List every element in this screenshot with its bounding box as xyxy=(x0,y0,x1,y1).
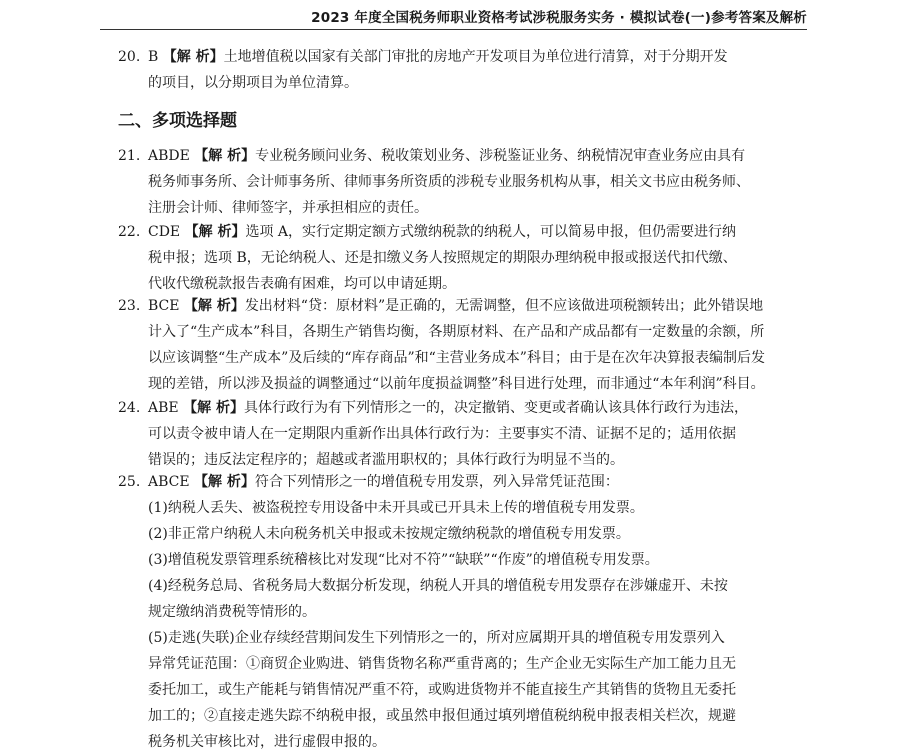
answer-number: 23. xyxy=(118,298,141,314)
answer-23 xyxy=(118,293,798,397)
answer-key: BCE xyxy=(148,298,180,314)
answer-24 xyxy=(118,395,798,473)
answer-text: 加工的；②直接走逃失踪不纳税申报，或虽然申报但通过填列增值税纳税申报表相关栏次，规避 xyxy=(148,708,736,724)
answer-key: ABDE xyxy=(148,148,190,164)
section-title: 二、多项选择题 xyxy=(118,111,237,131)
answer-text: 土地增值税以国家有关部门审批的房地产开发项目为单位进行清算，对于分期开发 xyxy=(223,49,728,65)
answer-text: (4)经税务总局、省税务局大数据分析发现，纳税人开具的增值税专用发票存在涉嫌虚开、未按 xyxy=(148,578,728,594)
answer-text: 选项 A，实行定期定额方式缴纳税款的纳税人，可以简易申报，但仍需要进行纳 xyxy=(245,224,737,240)
answer-number: 22. xyxy=(118,224,141,240)
analysis-tag: 【解 析】 xyxy=(162,49,224,65)
answer-25 xyxy=(118,469,798,755)
analysis-tag: 【解 析】 xyxy=(183,298,245,314)
answer-text: (1)纳税人丢失、被盗税控专用设备中未开具或已开具未上传的增值税专用发票。 xyxy=(148,500,644,516)
answer-22 xyxy=(118,219,798,297)
answer-text: 发出材料“贷：原材料”是正确的，无需调整，但不应该做进项税额转出；此外错误地 xyxy=(244,298,764,314)
answer-number: 24. xyxy=(118,400,141,416)
answer-text: 税申报；选项 B，无论纳税人、还是扣缴义务人按照规定的期限办理纳税申报或报送代扣代缴、 xyxy=(148,250,737,266)
answer-text: 以应该调整“生产成本”及后续的“库存商品”和“主营业务成本”科目；由于是在次年决算报表编制后发 xyxy=(148,350,765,366)
analysis-tag: 【解 析】 xyxy=(184,224,246,240)
analysis-tag: 【解 析】 xyxy=(183,400,244,416)
answer-text: 错误的；违反法定程序的；超越或者滥用职权的；具体行政行为明显不当的。 xyxy=(148,452,624,468)
answer-number: 20. xyxy=(118,49,141,65)
answer-text: 代收代缴税款报告表确有困难，均可以申请延期。 xyxy=(148,276,456,292)
answer-key: B xyxy=(148,49,159,65)
answer-text: 计入了“生产成本”科目，各期生产销售均衡，各期原材料、在产品和产成品都有一定数量的余额，所 xyxy=(148,324,765,340)
answer-number: 21. xyxy=(118,148,141,164)
answer-text: (3)增值税发票管理系统稽核比对发现“比对不符”“缺联”“作废”的增值税专用发票。 xyxy=(148,552,659,568)
analysis-tag: 【解 析】 xyxy=(194,474,255,490)
answer-key: CDE xyxy=(148,224,181,240)
answer-text: (5)走逃(失联)企业存续经营期间发生下列情形之一的，所对应属期开具的增值税专用发票列入 xyxy=(148,630,725,646)
answer-20 xyxy=(118,44,798,96)
answer-text: 具体行政行为有下列情形之一的，决定撤销、变更或者确认该具体行政行为违法， xyxy=(243,400,748,416)
answer-text: 委托加工，或生产能耗与销售情况严重不符，或购进货物并不能直接生产其销售的货物且无委托 xyxy=(148,682,736,698)
answer-text: (2)非正常户纳税人未向税务机关申报或未按规定缴纳税款的增值税专用发票。 xyxy=(148,526,630,542)
answer-21 xyxy=(118,143,798,221)
answer-text: 专业税务顾问业务、税收策划业务、涉税鉴证业务、纳税情况审查业务应由具有 xyxy=(255,148,746,164)
answer-text: 现的差错，所以涉及损益的调整通过“以前年度损益调整”科目进行处理，而非通过“本年利润”科目。 xyxy=(148,376,765,392)
answer-text: 税务机关审核比对，进行虚假申报的。 xyxy=(148,734,386,750)
answer-text: 的项目，以分期项目为单位清算。 xyxy=(148,75,358,91)
answer-text: 符合下列情形之一的增值税专用发票，列入异常凭证范围： xyxy=(254,474,619,490)
answer-key: ABCE xyxy=(148,474,190,490)
answer-text: 规定缴纳消费税等情形的。 xyxy=(148,604,316,620)
analysis-tag: 【解 析】 xyxy=(194,148,256,164)
answer-number: 25. xyxy=(118,474,141,490)
page-header: 2023 年度全国税务师职业资格考试涉税服务实务 · 模拟试卷(一)参考答案及解析 xyxy=(311,10,807,26)
answer-key: ABE xyxy=(148,400,179,416)
answer-text: 异常凭证范围：①商贸企业购进、销售货物名称严重背离的；生产企业无实际生产加工能力且无 xyxy=(148,656,736,672)
answer-text: 税务师事务所、会计师事务所、律师事务所资质的涉税专业服务机构从事，相关文书应由税务师、 xyxy=(148,174,750,190)
answer-text: 可以责令被申请人在一定期限内重新作出具体行政行为：主要事实不清、证据不足的；适用依据 xyxy=(148,426,736,442)
answer-text: 注册会计师、律师签字，并承担相应的责任。 xyxy=(148,200,428,216)
